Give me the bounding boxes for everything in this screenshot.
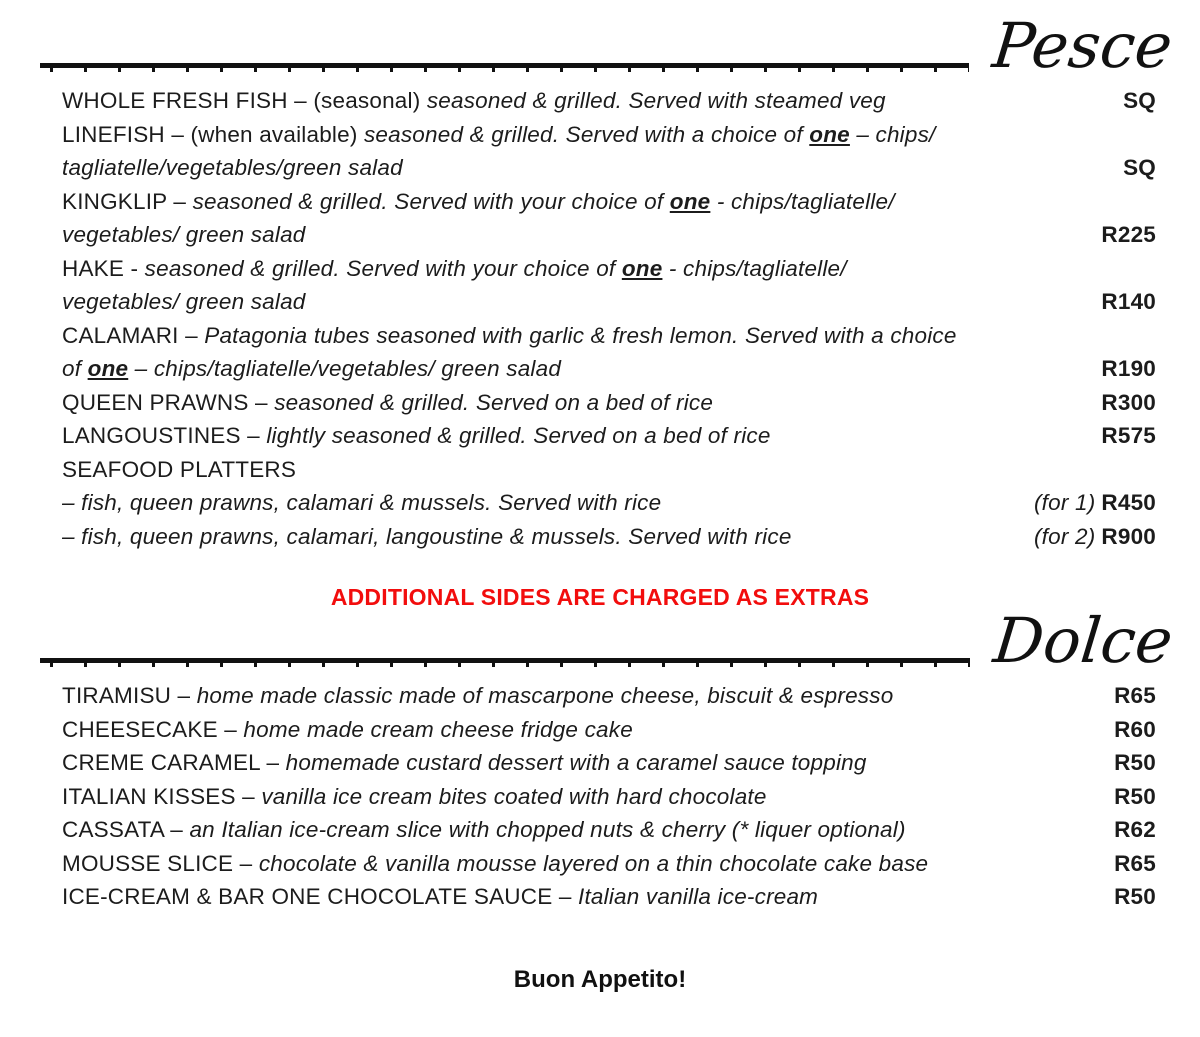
price-value: R450: [1101, 490, 1156, 515]
menu-line: [0, 453, 1200, 487]
menu-line: [0, 813, 1200, 847]
price: [1018, 486, 1156, 520]
menu-line-text: tagliatelle/vegetables/green salad: [62, 155, 403, 180]
menu-line: [0, 118, 1200, 152]
price: [1098, 713, 1156, 747]
menu-line: [0, 713, 1200, 747]
price: [1098, 780, 1156, 814]
menu-line: [0, 847, 1200, 881]
menu-line-text: ITALIAN KISSES – vanilla ice cream bites coated with hard chocolate: [62, 783, 767, 809]
menu-line-text: MOUSSE SLICE – chocolate & vanilla mousse layered on a thin chocolate cake base: [62, 850, 929, 876]
price-value: R190: [1101, 356, 1156, 381]
price-value: SQ: [1123, 88, 1156, 113]
price-value: R50: [1114, 750, 1156, 775]
menu-line: [0, 218, 1200, 252]
menu-line-text: vegetables/ green salad: [62, 222, 306, 247]
menu-line: [0, 185, 1200, 219]
menu-line-text: CHEESECAKE – home made cream cheese fridge cake: [62, 716, 633, 742]
price-value: R300: [1101, 389, 1156, 415]
price-value: R575: [1101, 423, 1156, 448]
menu-line: [0, 84, 1200, 118]
section-header-pesce: [0, 6, 1200, 83]
menu-line-text: TIRAMISU – home made classic made of mascarpone cheese, biscuit & espresso: [62, 683, 894, 708]
price-prefix: (for 2): [1033, 523, 1096, 549]
menu-line: [0, 386, 1200, 420]
divider-ruler: [40, 658, 970, 668]
section-heading-dolce: Dolce: [989, 604, 1176, 678]
section-header-dolce: [0, 604, 1200, 678]
menu-line: [0, 880, 1200, 914]
price-value: R62: [1114, 817, 1156, 842]
price: [1085, 285, 1156, 319]
menu-line: [0, 319, 1200, 353]
menu-line: [0, 780, 1200, 814]
menu-line-text: – fish, queen prawns, calamari, langoustine & mussels. Served with rice: [62, 523, 792, 549]
price-value: R60: [1114, 716, 1156, 742]
price: [1107, 84, 1156, 118]
price: [1098, 880, 1156, 914]
menu-line-text: LANGOUSTINES – lightly seasoned & grilled. Served on a bed of rice: [62, 423, 771, 448]
menu-line: [0, 520, 1200, 554]
menu-line-text: WHOLE FRESH FISH – (seasonal) seasoned & grilled. Served with steamed veg: [62, 88, 886, 113]
price: [1098, 813, 1156, 847]
menu-line-text: of one – chips/tagliatelle/vegetables/ green salad: [62, 356, 562, 381]
price-prefix: (for 1): [1033, 490, 1096, 515]
price-value: R900: [1101, 523, 1156, 549]
section-heading-pesce: Pesce: [989, 9, 1176, 83]
menu-line-text: – fish, queen prawns, calamari & mussels. Served with rice: [62, 490, 662, 515]
price: [1085, 218, 1156, 252]
price-value: R65: [1114, 850, 1156, 876]
menu-line-text: vegetables/ green salad: [62, 289, 306, 314]
price-value: SQ: [1123, 155, 1156, 180]
price: [1098, 679, 1156, 713]
divider-ruler: [40, 63, 969, 73]
menu-line: [0, 679, 1200, 713]
pesce-items: [0, 84, 1200, 553]
menu-line-text: SEAFOOD PLATTERS: [62, 456, 297, 482]
menu-line: [0, 486, 1200, 520]
menu-line-text: CREME CARAMEL – homemade custard dessert with a caramel sauce topping: [62, 750, 867, 775]
menu-line-text: QUEEN PRAWNS – seasoned & grilled. Served on a bed of rice: [62, 389, 714, 415]
menu-line: [0, 419, 1200, 453]
price: [1085, 419, 1156, 453]
price-value: R140: [1101, 289, 1156, 314]
dolce-items: [0, 679, 1200, 914]
menu-line-text: ICE-CREAM & BAR ONE CHOCOLATE SAUCE – Italian vanilla ice-cream: [62, 884, 819, 909]
price: [1018, 520, 1156, 554]
price: [1085, 352, 1156, 386]
footer-greeting: Buon Appetito!: [513, 965, 687, 993]
menu-line-text: CALAMARI – Patagonia tubes seasoned with garlic & fresh lemon. Served with a choice: [62, 322, 957, 348]
menu-line-text: LINEFISH – (when available) seasoned & grilled. Served with a choice of one – chips/: [62, 121, 936, 147]
menu-line-text: HAKE - seasoned & grilled. Served with your choice of one - chips/tagliatelle/: [62, 255, 847, 281]
price-value: R65: [1114, 683, 1156, 708]
price: [1107, 151, 1156, 185]
price: [1098, 746, 1156, 780]
menu-line-text: KINGKLIP – seasoned & grilled. Served with your choice of one - chips/tagliatelle/: [62, 188, 895, 214]
menu-line: [0, 746, 1200, 780]
menu-line: [0, 151, 1200, 185]
menu-line: [0, 252, 1200, 286]
price-value: R50: [1114, 783, 1156, 809]
price: [1098, 847, 1156, 881]
menu-line: [0, 352, 1200, 386]
price: [1085, 386, 1156, 420]
menu-line-text: CASSATA – an Italian ice-cream slice with chopped nuts & cherry (* liquer optional): [62, 817, 906, 842]
extras-notice: ADDITIONAL SIDES ARE CHARGED AS EXTRAS: [330, 584, 870, 610]
price-value: R50: [1114, 884, 1156, 909]
price-value: R225: [1101, 222, 1156, 247]
menu-line: [0, 285, 1200, 319]
